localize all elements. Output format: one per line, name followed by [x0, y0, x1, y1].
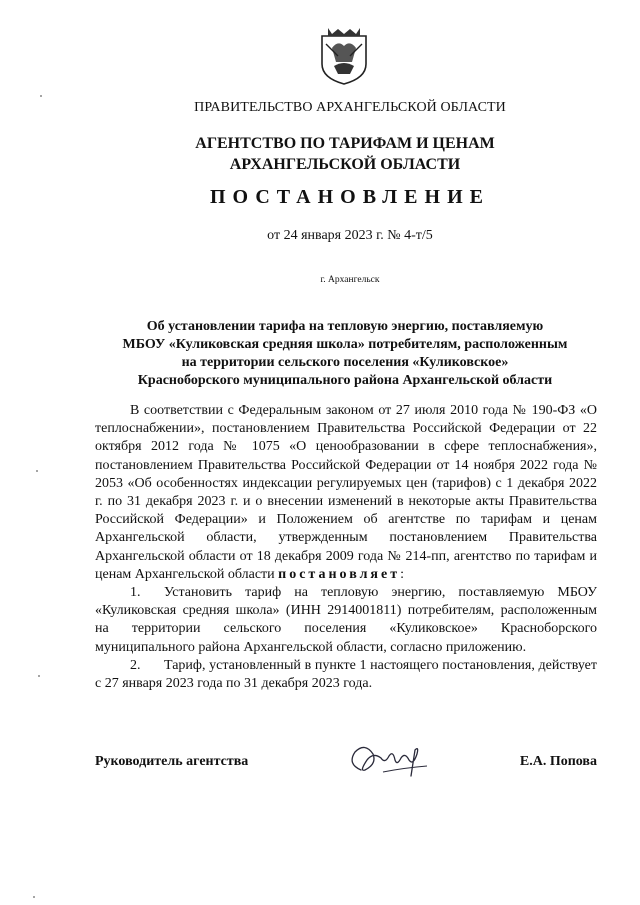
item-2-number: 2.: [130, 657, 141, 673]
coat-of-arms-emblem: [318, 26, 370, 86]
document-title: [25, 318, 640, 390]
document-type: ПОСТАНОВЛЕНИЕ: [210, 186, 490, 208]
item-2: [95, 657, 597, 693]
government-name: ПРАВИТЕЛЬСТВО АРХАНГЕЛЬСКОЙ ОБЛАСТИ: [194, 100, 506, 115]
agency-name-line1: АГЕНТСТВО ПО ТАРИФАМ И ЦЕНАМ: [195, 135, 495, 152]
title-line2: МБОУ «Куликовская средняя школа» потребителям, расположенным: [122, 337, 568, 352]
item-1: [95, 584, 597, 657]
signatory-name: Е.А. Попова: [519, 754, 597, 769]
document-body: [95, 402, 597, 693]
item-2-text: Тариф, установленный в пункте 1 настоящего постановления, действует с 27 января 2023 года по 31 декабря 2023 года.: [95, 657, 597, 692]
scan-speck: [36, 470, 38, 472]
document-city: г. Архангельск: [320, 275, 380, 285]
agency-name-line2: АРХАНГЕЛЬСКОЙ ОБЛАСТИ: [229, 156, 461, 173]
agency-name: [25, 133, 640, 175]
item-1-number: 1.: [130, 585, 141, 601]
title-line3: на территории сельского поселения «Куликовское»: [181, 355, 509, 370]
signature-block: [95, 748, 597, 798]
resolves-word: постановляет: [278, 566, 401, 582]
handwritten-signature: [343, 736, 433, 786]
title-line4: Красноборского муниципального района Архангельской области: [137, 373, 553, 388]
preamble-paragraph: В соответствии с Федеральным законом от 27 июля 2010 года № 190-ФЗ «О теплоснабжении», постановлением Правительства Российской Федерации от 22 октября 2012 года № 1075 «О ценообразовании в сфере теплоснабжения», постановлением Правительства Российской Федерации от 14 ноября 2022 года № 2053 «Об особенностях индексации регулируемых цен (тарифов) с 1 декабря 2022 г. по 31 декабря 2023 г. и о внесении изменений в некоторые акты Правительства Российской Федерации» и Положением об агентстве по тарифам и ценам Архангельской области, утвержденным постановлением Правительства Архангельской области от 18 декабря 2009 года № 214-пп, агентство по тарифам и ценам Архангельской области постановляет:: [95, 403, 597, 582]
item-1-text: Установить тариф на тепловую энергию, поставляемую МБОУ «Куликовская средняя школа» (ИНН 2914001811) потребителям, расположенным на территории сельского поселения «Куликовское» Красноборского муниципального района Архангельской области, согласно приложению.: [95, 585, 597, 655]
scan-speck: [38, 675, 40, 677]
signatory-position: Руководитель агентства: [95, 754, 249, 769]
title-line1: Об установлении тарифа на тепловую энергию, поставляемую: [146, 319, 544, 334]
scan-speck: [33, 896, 35, 898]
scan-speck: [40, 95, 42, 97]
preamble-text: В соответствии с Федеральным законом от 27 июля 2010 года № 190-ФЗ «О теплоснабжении», постановлением Правительства Российской Федерации от 22 октября 2012 года № 1075 «О ценообразовании в сфере теплоснабжения», постановлением Правительства Российской Федерации от 14 ноября 2022 года № 2053 «Об особенностях индексации регулируемых цен (тарифов) с 1 декабря 2022 г. по 31 декабря 2023 г. и о внесении изменений в некоторые акты Правительства Российской Федерации» и Положением об агентстве по тарифам и ценам Архангельской области, утвержденным постановлением Правительства Архангельской области от 18 декабря 2009 года № 214-пп, агентство по тарифам и ценам Архангельской области: [95, 403, 597, 582]
document-date-number: от 24 января 2023 г. № 4-т/5: [267, 228, 433, 243]
